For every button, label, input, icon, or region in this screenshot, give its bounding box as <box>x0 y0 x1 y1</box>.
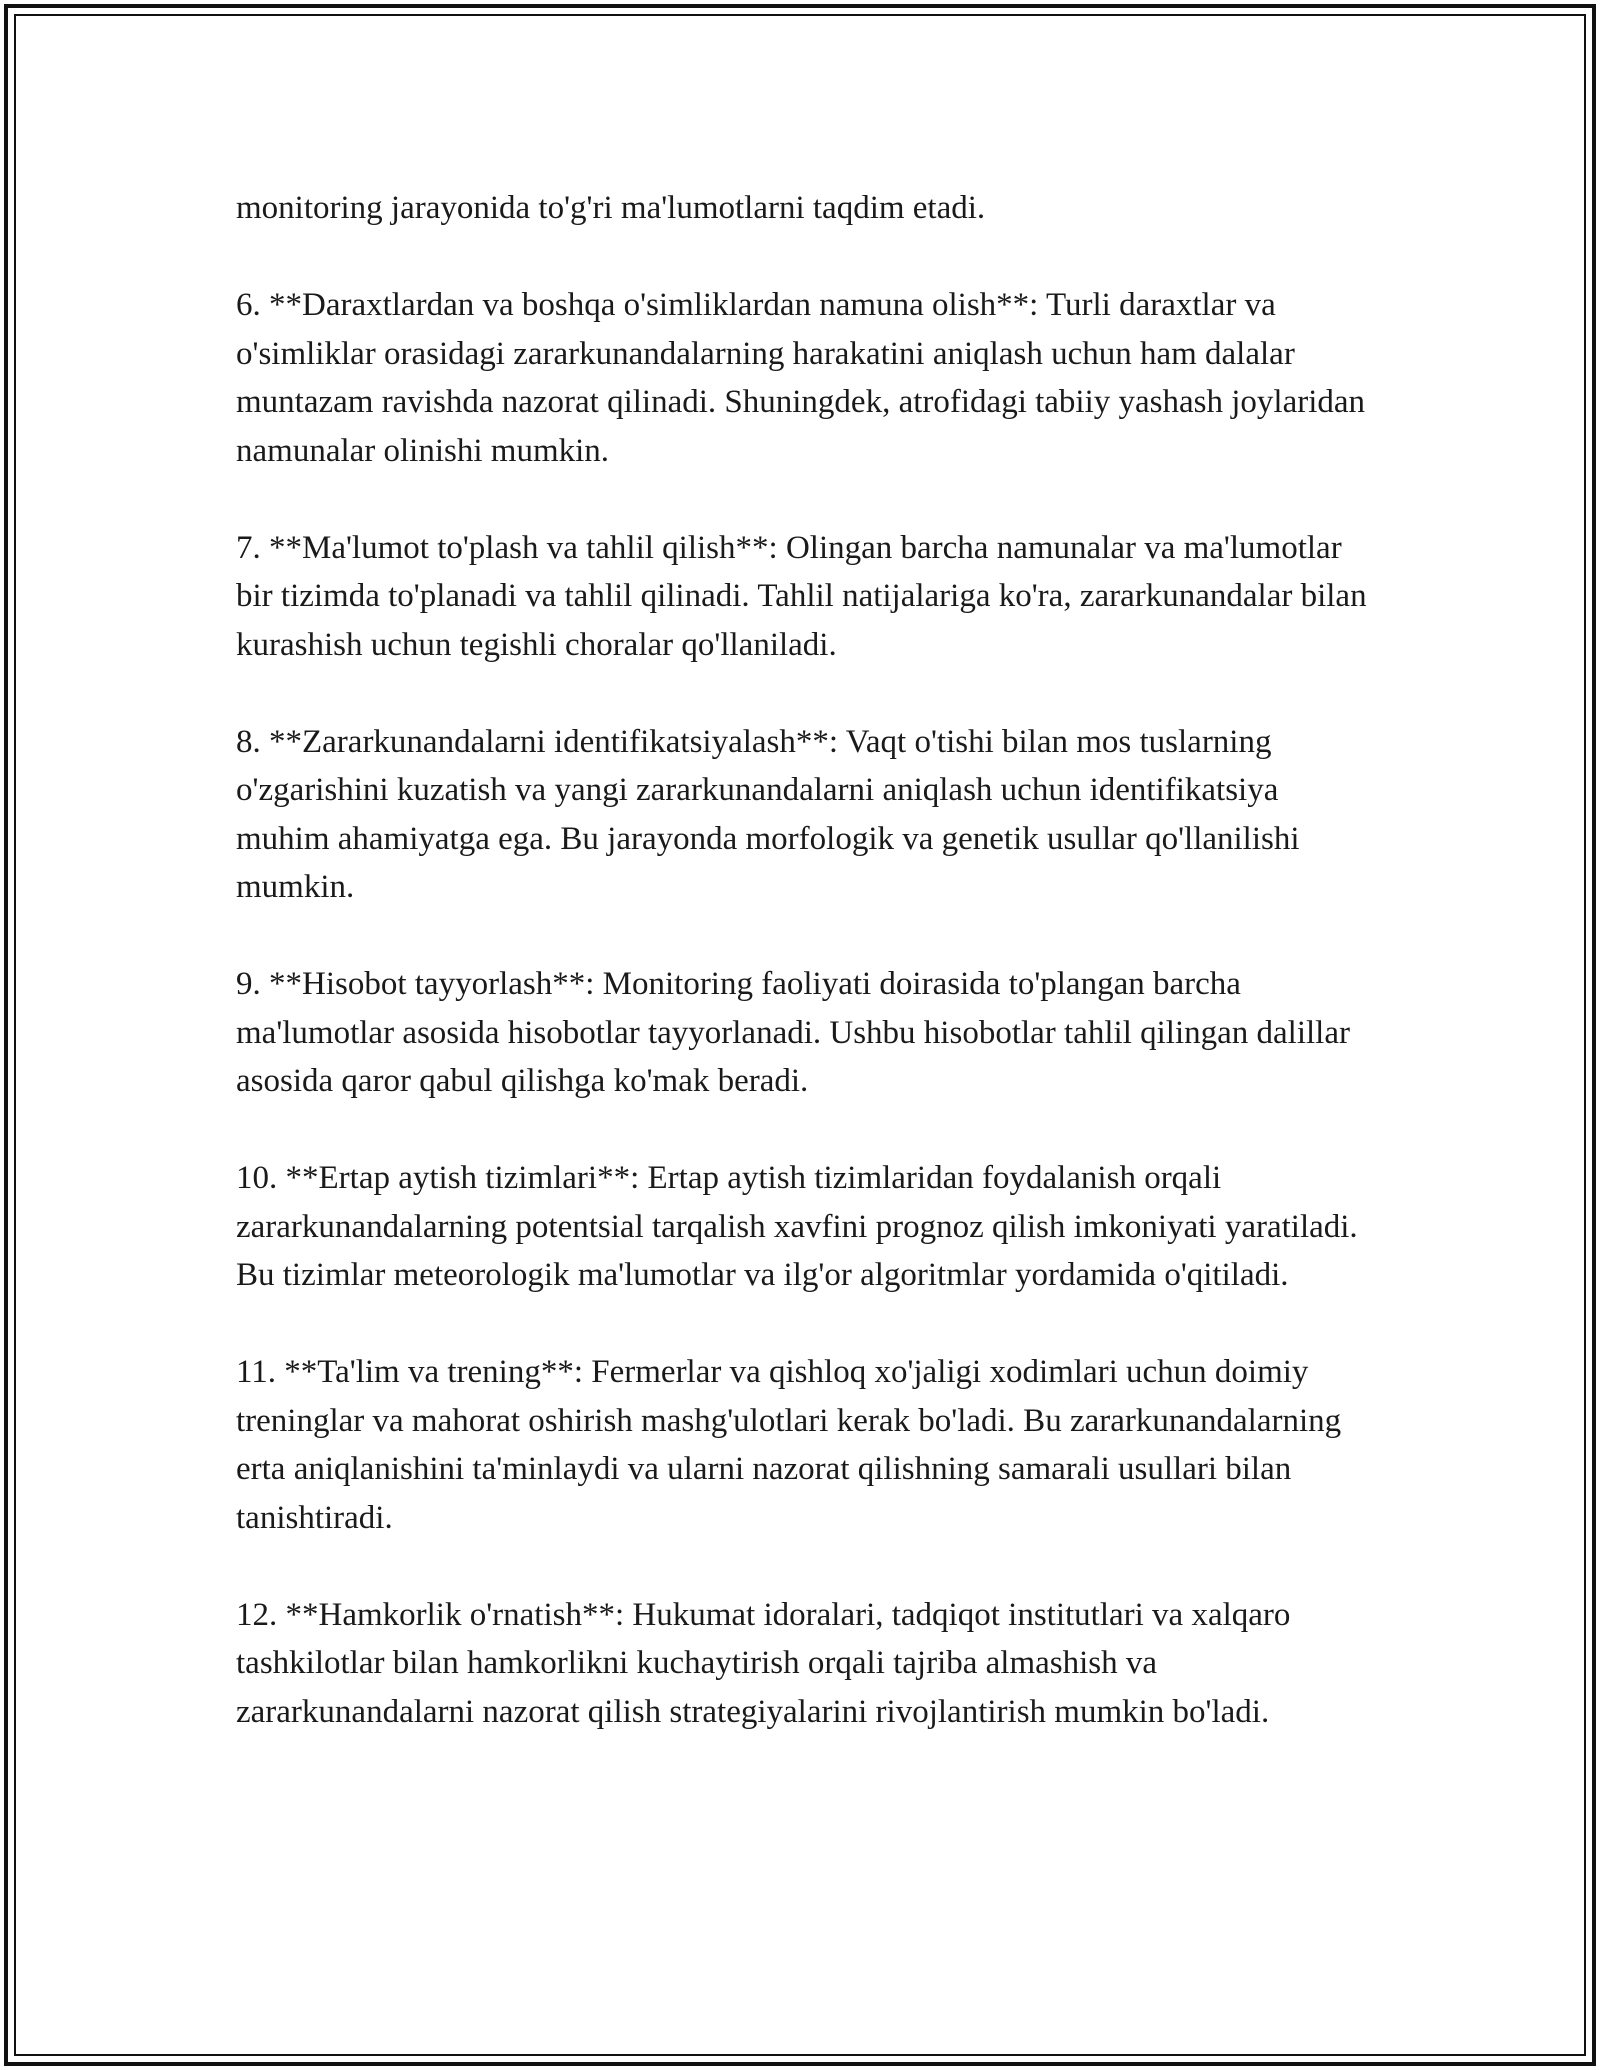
paragraph-item-8: 8. **Zararkunandalarni identifikatsiyalash**: Vaqt o'tishi bilan mos tuslarning o'zgarishini kuzatish va yangi zararkunandalarni aniqlash uchun identifikatsiya muhim ahamiyatga ega. Bu jarayonda morfologik va genetik usullar qo'llanilishi mumkin. <box>236 723 1300 905</box>
paragraph-continuation: monitoring jarayonida to'g'ri ma'lumotlarni taqdim etadi. <box>236 190 986 226</box>
paragraph-item-11: 11. **Ta'lim va trening**: Fermerlar va qishloq xo'jaligi xodimlari uchun doimiy treninglar va mahorat oshirish mashg'ulotlari kerak bo'ladi. Bu zararkunandalarning erta aniqlanishini ta'minlaydi va ularni nazorat qilishning samarali usullari bilan tanishtiradi. <box>236 1354 1342 1536</box>
paragraph-item-12: 12. **Hamkorlik o'rnatish**: Hukumat idoralari, tadqiqot institutlari va xalqaro tashkilotlar bilan hamkorlikni kuchaytirish orqali tajriba almashish va zararkunandalarni nazorat qilish strategiyalarini rivojlantirish mumkin bo'ladi. <box>236 1596 1291 1730</box>
paragraph-item-6: 6. **Daraxtlardan va boshqa o'simliklardan namuna olish**: Turli daraxtlar va o'simliklar orasidagi zararkunandalarning harakatini aniqlash uchun ham dalalar muntazam ravishda nazorat qilinadi. Shuningdek, atrofidagi tabiiy yashash joylaridan namunalar olinishi mumkin. <box>236 287 1366 469</box>
paragraph-item-7: 7. **Ma'lumot to'plash va tahlil qilish**: Olingan barcha namunalar va ma'lumotlar bir tizimda to'planadi va tahlil qilinadi. Tahlil natijalariga ko'ra, zararkunandalar bilan kurashish uchun tegishli choralar qo'llaniladi. <box>236 529 1367 663</box>
paragraph-item-10: 10. **Ertap aytish tizimlari**: Ertap aytish tizimlaridan foydalanish orqali zararkunandalarning potentsial tarqalish xavfini prognoz qilish imkoniyati yaratiladi. Bu tizimlar meteorologik ma'lumotlar va ilg'or algoritmlar yordamida o'qitiladi. <box>236 1160 1358 1293</box>
document-body <box>236 184 1376 1736</box>
paragraph-item-9: 9. **Hisobot tayyorlash**: Monitoring faoliyati doirasida to'plangan barcha ma'lumotlar asosida hisobotlar tayyorlanadi. Ushbu hisobotlar tahlil qilingan dalillar asosida qaror qabul qilishga ko'mak beradi. <box>236 966 1350 1099</box>
